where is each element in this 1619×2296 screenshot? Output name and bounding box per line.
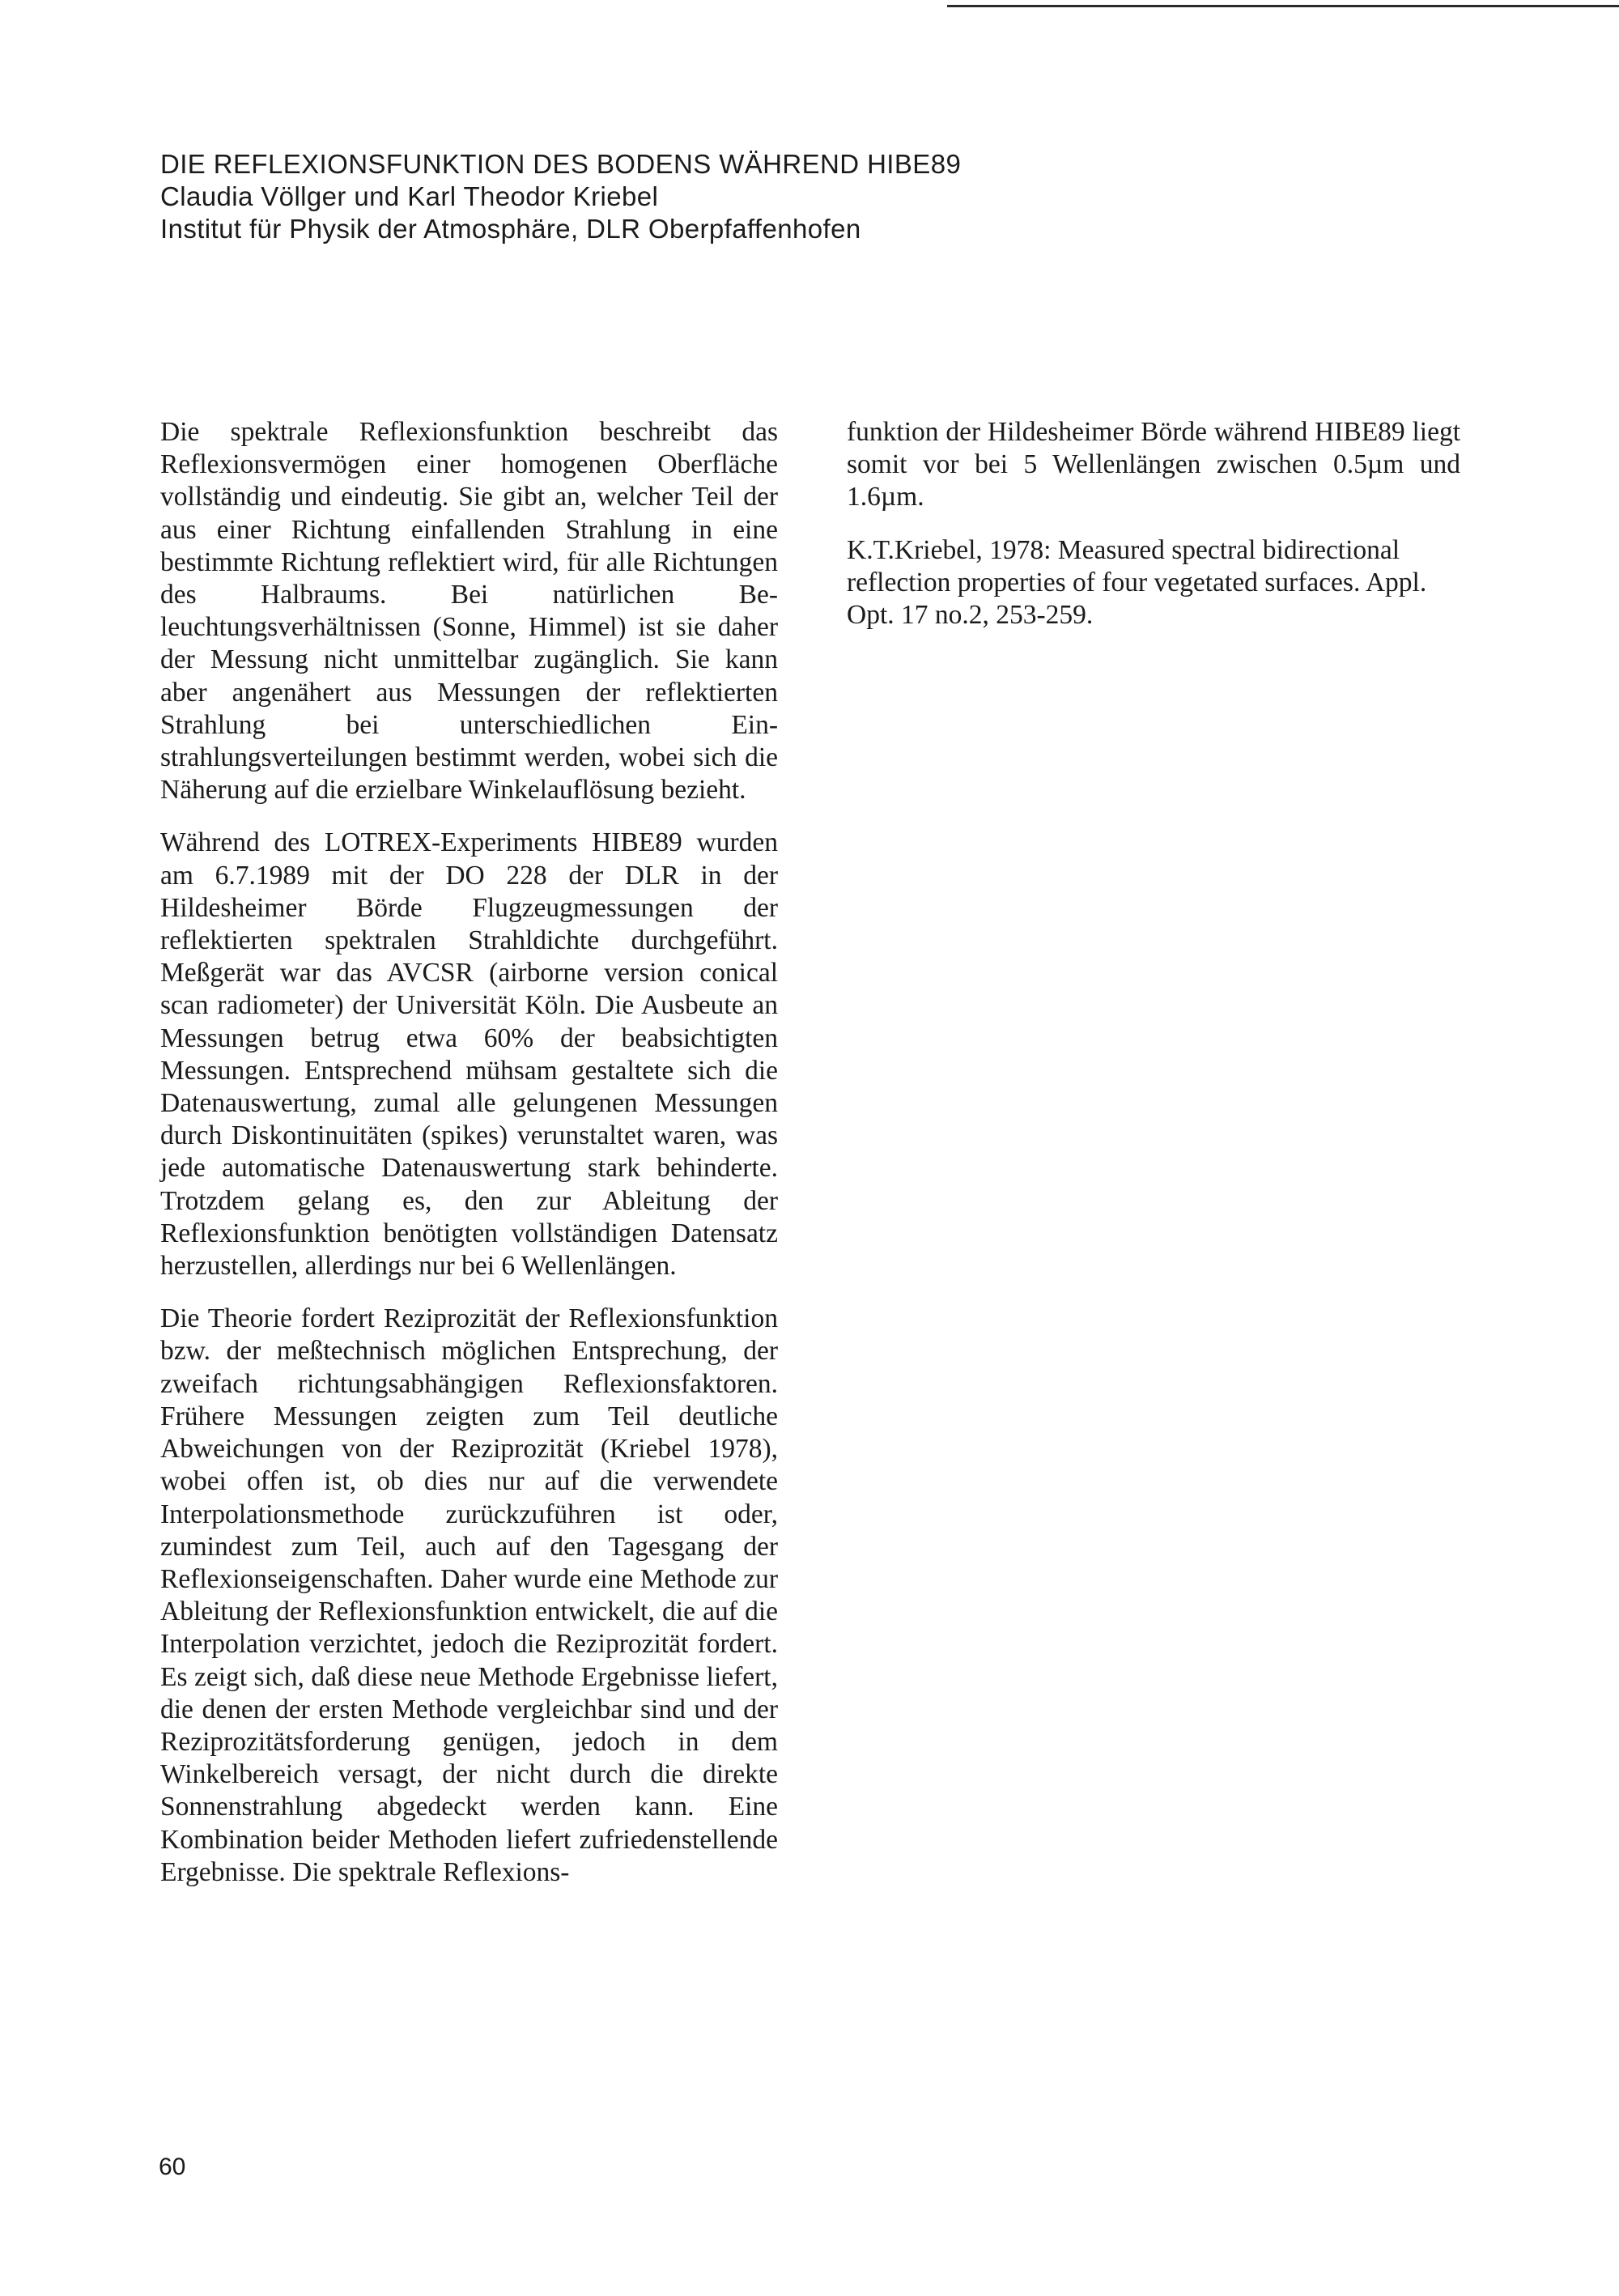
article-authors: Claudia Völlger und Karl Theodor Kriebel [160,181,659,211]
article-title: DIE REFLEXIONSFUNKTION DES BODENS WÄHREND HIBE89 [160,149,962,179]
reference: K.T.Kriebel, 1978: Measured spectral bidirectional reflection properties of four vegetated surfaces. Appl. Opt. 17 no.2, 253-259. [847,534,1427,631]
paragraph-2: Während des LOTREX-Experiments HIBE89 wurden am 6.7.1989 mit der DO 228 der DLR in der Hildesheimer Börde Flugzeugmessungen der reflektierten spektralen Strahldichte durchgeführt. Meßgerät war das AVCSR (airborne version conical scan radiometer) der Universität Köln. Die Ausbeute an Messungen betrug etwa 60% der beabsichtigten Messungen. Entsprechend mühsam gestaltete sich die Datenauswertung, zumal alle gelungenen Messungen durch Diskontinuitäten (spikes) verunstaltet waren, was jede automatische Datenauswertung stark behinderte. Trotzdem gelang es, den zur Ableitung der Reflexionsfunktion benötigten vollständigen Datensatz herzustellen, allerdings nur bei 6 Wellenlängen. [160,827,778,1282]
article-header [160,148,1375,245]
paragraph-1: Die spektrale Reflexionsfunktion beschreibt das Reflexionsvermögen einer homogenen Oberfläche vollständig und eindeutig. Sie gibt an, welcher Teil der aus einer Richtung einfallenden Strahlung in eine bestimmte Richtung reflektiert wird, für alle Richtungen des Halbraums. Bei natürlichen Beleuchtungsverhältnissen (Sonne, Himmel) ist sie daher der Messung nicht unmittelbar zugänglich. Sie kann aber angenähert aus Messungen der reflektierten Strahlung bei unterschiedlichen Einstrahlungsverteilungen bestimmt werden, wobei sich die Näherung auf die erzielbare Winkelauflösung bezieht. [160,417,778,806]
paragraph-4: funktion der Hildesheimer Börde während HIBE89 liegt somit vor bei 5 Wellenlängen zwischen 0.5µm und 1.6µm. [847,417,1460,512]
page-number: 60 [159,2154,186,2180]
top-rule [947,5,1619,7]
article-affiliation: Institut für Physik der Atmosphäre, DLR Oberpfaffenhofen [160,214,861,244]
paragraph-3: Die Theorie fordert Reziprozität der Reflexionsfunktion bzw. der meßtechnisch möglichen Entsprechung, der zweifach richtungsabhängigen Reflexionsfaktoren. Frühere Messungen zeigten zum Teil deutliche Abweichungen von der Reziprozität (Kriebel 1978), wobei offen ist, ob dies nur auf die verwendete Interpolationsmethode zurückzuführen ist oder, zumindest zum Teil, auch auf den Tagesgang der Reflexionseigenschaften. Daher wurde eine Methode zur Ableitung der Reflexionsfunktion entwickelt, die auf die Interpolation verzichtet, jedoch die Reziprozität fordert. Es zeigt sich, daß diese neue Methode Ergebnisse liefert, die denen der ersten Methode vergleichbar sind und der Reziprozitätsforderung genügen, jedoch in dem Winkelbereich versagt, der nicht durch die direkte Sonnenstrahlung abgedeckt werden kann. Eine Kombination beider Methoden liefert zufriedenstellende Ergebnisse. Die spektrale Reflexions- [160,1303,778,1887]
left-column [160,416,778,1909]
right-column [847,416,1460,631]
